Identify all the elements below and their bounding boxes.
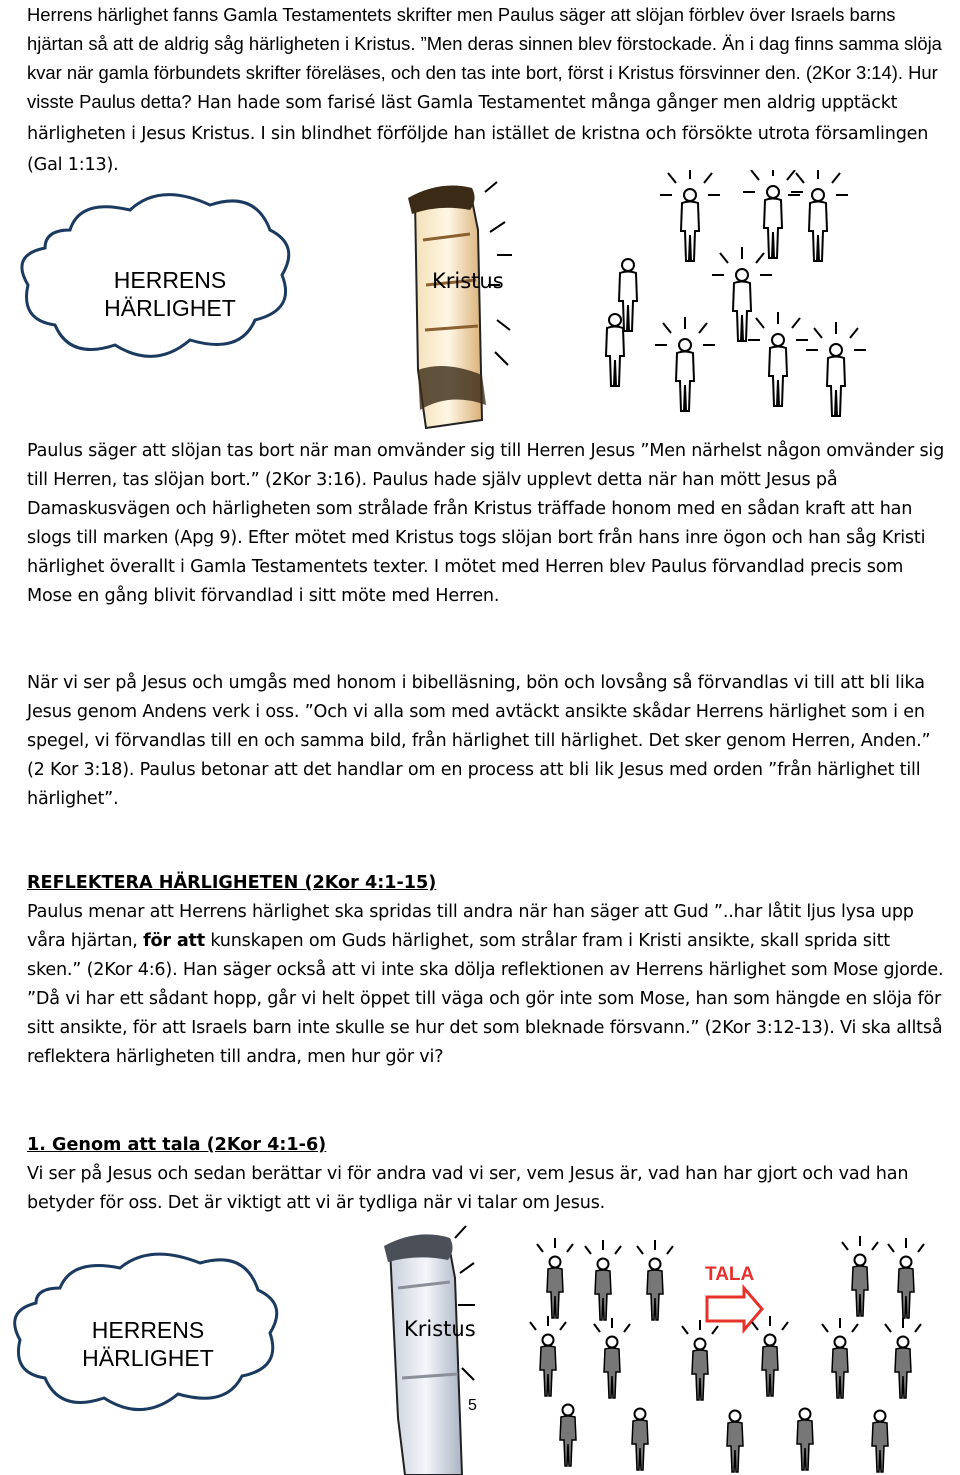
cloud-label-line2: HÄRLIGHET [104, 295, 236, 321]
paragraph-speaking: Vi ser på Jesus och sedan berättar vi för andra vad vi ser, vem Jesus är, vad han har gjort och vad han betyder för oss. Det är viktigt att vi är tydliga när vi talar om Jesus. [27, 1164, 909, 1213]
paragraph-reflect-part1: Paulus menar att Herrens härlighet ska spridas till andra när han säger att Gud ”..har låtit ljus lysa upp våra hjärtan, [27, 902, 914, 951]
paragraph-veil-removed: Paulus säger att slöjan tas bort när man omvänder sig till Herren Jesus ”Men närhelst någon omvänder sig till Herren, tas slöjan bort.” (2Kor 3:16). Paulus hade själv upplevt detta när han mött Jesus på Damaskusvägen och härligheten som strålade från Kristus träffade honom med en sådan kraft att han slogs till marken (Apg 9). Efter mötet med Kristus togs slöjan bort från hans inre ögon och han såg Kristi härlighet överallt i Gamla Testamentets texter. I mötet med Herren blev Paulus förvandlad precis som Mose en gång blivit förvandlad i sitt möte med Herren. [27, 441, 945, 606]
cloud-label-line2: HÄRLIGHET [82, 1345, 214, 1371]
paragraph-intro-part1: Herrens härlighet fanns Gamla Testamentets skrifter men Paulus säger att slöjan förblev över Israels barns hjärtan så att de aldrig såg härligheten i Kristus. ”Men deras sinnen blev förstockade. Än i dag finns samma slöja kvar när gamla förbundets skrifter föreläses, och den tas inte bort, först i Kristus försvinner den. (2Kor 3:14). Hur visste Paulus detta? [27, 4, 942, 112]
figure-glory-people [0, 170, 960, 432]
scroll-image [384, 1234, 462, 1475]
heading-reflect-glory: REFLEKTERA HÄRLIGHETEN (2Kor 4:1-15) [27, 873, 437, 893]
paragraph-reflect [27, 898, 947, 1072]
people-group [606, 170, 866, 416]
figure-speak [0, 1218, 960, 1475]
arrow-label: TALA [705, 1264, 755, 1285]
scroll-image [408, 186, 486, 428]
paragraph-reflect-part2: kunskapen om Guds härlighet, som strålar fram i Kristi ansikte, skall sprida sitt sken.” (2Kor 4:6). Han säger också att vi inte ska dölja reflektionen av Herrens härlighet som Mose gjorde. ”Då vi har ett sådant hopp, går vi helt öppet till väga och gör inte som Mose, han som hängde en slöja för sitt ansikte, för att Israels barn inte skulle se hur det som bleknade försvann.” (2Kor 3:12-13). Vi ska alltså reflektera härligheten till andra, men hur gör vi? [27, 931, 944, 1067]
scroll-label: Kristus [404, 1317, 476, 1341]
paragraph-transformed: När vi ser på Jesus och umgås med honom i bibelläsning, bön och lovsång så förvandlas vi till att bli lika Jesus genom Andens verk i oss. ”Och vi alla som med avtäckt ansikte skådar Herrens härlighet som i en spegel, vi förvandlas till en och samma bild, från härlighet till härlighet. Det sker genom Herren, Anden.” (2 Kor 3:18). Paulus betonar att det handlar om en process att bli lik Jesus med orden ”från härlighet till härlighet”. [27, 673, 931, 809]
cloud-label-line1: HERRENS [91, 1317, 205, 1343]
page-number: 5 [468, 1397, 477, 1414]
scroll-label: Kristus [432, 269, 504, 293]
cloud-label-line1: HERRENS [113, 267, 227, 293]
paragraph-reflect-bold: för att [143, 931, 205, 951]
paragraph-intro [27, 0, 947, 180]
heading-by-speaking: 1. Genom att tala (2Kor 4:1-6) [27, 1135, 327, 1155]
paragraph-intro-part2: Han hade som farisé läst Gamla Testamentet många gånger men aldrig upptäckt härligheten i Jesus Kristus. I sin blindhet förföljde han istället de kristna och försökte utrota församlingen (Gal 1:13). [27, 93, 929, 175]
